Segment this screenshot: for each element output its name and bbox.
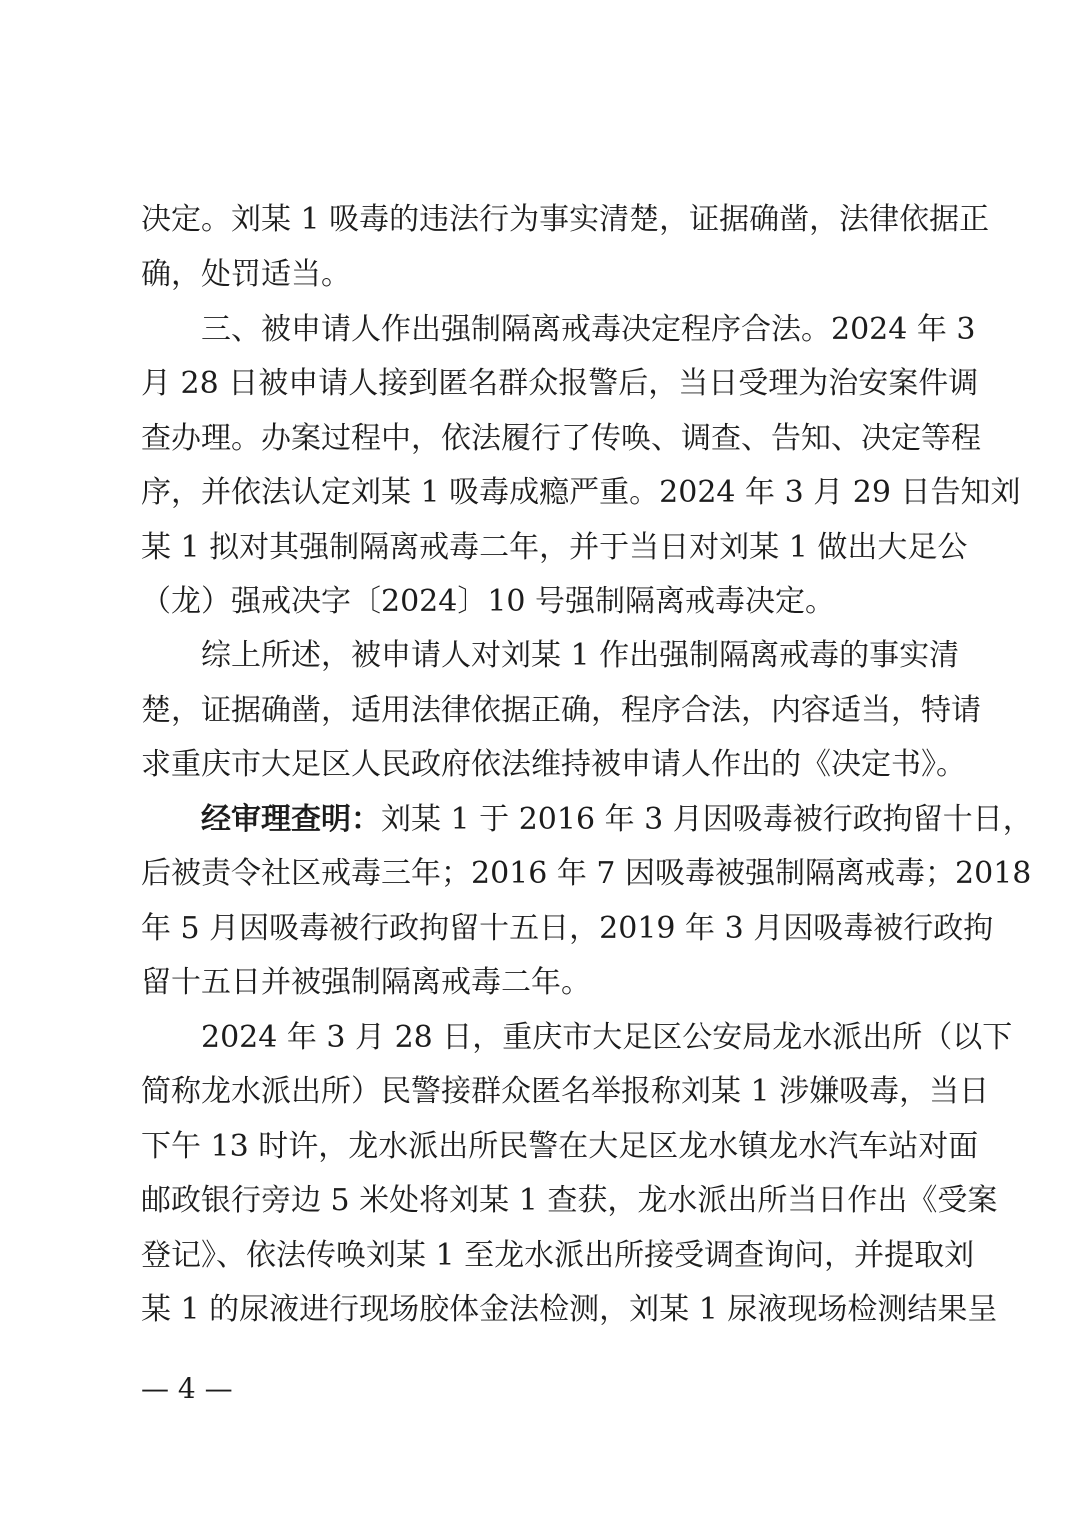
section-three-line: 三、被申请人作出强制隔离戒毒决定程序合法。2024 年 3 [201,312,976,347]
body-text-line: 邮政银行旁边 5 米处将刘某 1 查获，龙水派出所当日作出《受案 [141,1183,998,1218]
body-text-line: 简称龙水派出所）民警接群众匿名举报称刘某 1 涉嫌吸毒，当日 [141,1074,990,1109]
body-text-line: 确，处罚适当。 [141,257,351,292]
body-text-line: 某 1 的尿液进行现场胶体金法检测，刘某 1 尿液现场检测结果呈 [141,1292,998,1327]
body-text-line: 年 5 月因吸毒被行政拘留十五日，2019 年 3 月因吸毒被行政拘 [141,911,994,946]
body-text-line: 月 28 日被申请人接到匿名群众报警后，当日受理为治安案件调 [141,366,979,401]
findings-heading: 经审理查明： [201,802,381,837]
body-text-line: 决定。刘某 1 吸毒的违法行为事实清楚，证据确凿，法律依据正 [141,202,990,237]
body-text-line: （龙）强戒决字〔2024〕10 号强制隔离戒毒决定。 [141,584,836,619]
incident-line: 2024 年 3 月 28 日，重庆市大足区公安局龙水派出所（以下 [201,1020,1013,1055]
body-text-line: 登记》、依法传唤刘某 1 至龙水派出所接受调查询问，并提取刘 [141,1238,975,1273]
page-number: — 4 — [141,1372,233,1405]
body-text-line: 某 1 拟对其强制隔离戒毒二年，并于当日对刘某 1 做出大足公 [141,530,968,565]
summary-line: 综上所述，被申请人对刘某 1 作出强制隔离戒毒的事实清 [201,638,960,673]
findings-text: 刘某 1 于 2016 年 3 月因吸毒被行政拘留十日， [381,802,1033,837]
body-text-line: 后被责令社区戒毒三年；2016 年 7 因吸毒被强制隔离戒毒；2018 [141,856,1032,891]
body-text-line: 留十五日并被强制隔离戒毒二年。 [141,965,591,1000]
body-text-line: 查办理。办案过程中，依法履行了传唤、调查、告知、决定等程 [141,421,981,456]
body-text-line: 序，并依法认定刘某 1 吸毒成瘾严重。2024 年 3 月 29 日告知刘 [141,475,1021,510]
body-text-line: 求重庆市大足区人民政府依法维持被申请人作出的《决定书》。 [141,747,966,782]
body-text-line: 下午 13 时许，龙水派出所民警在大足区龙水镇龙水汽车站对面 [141,1129,979,1164]
findings-line [201,792,1033,848]
body-text-line: 楚，证据确凿，适用法律依据正确，程序合法，内容适当，特请 [141,693,981,728]
